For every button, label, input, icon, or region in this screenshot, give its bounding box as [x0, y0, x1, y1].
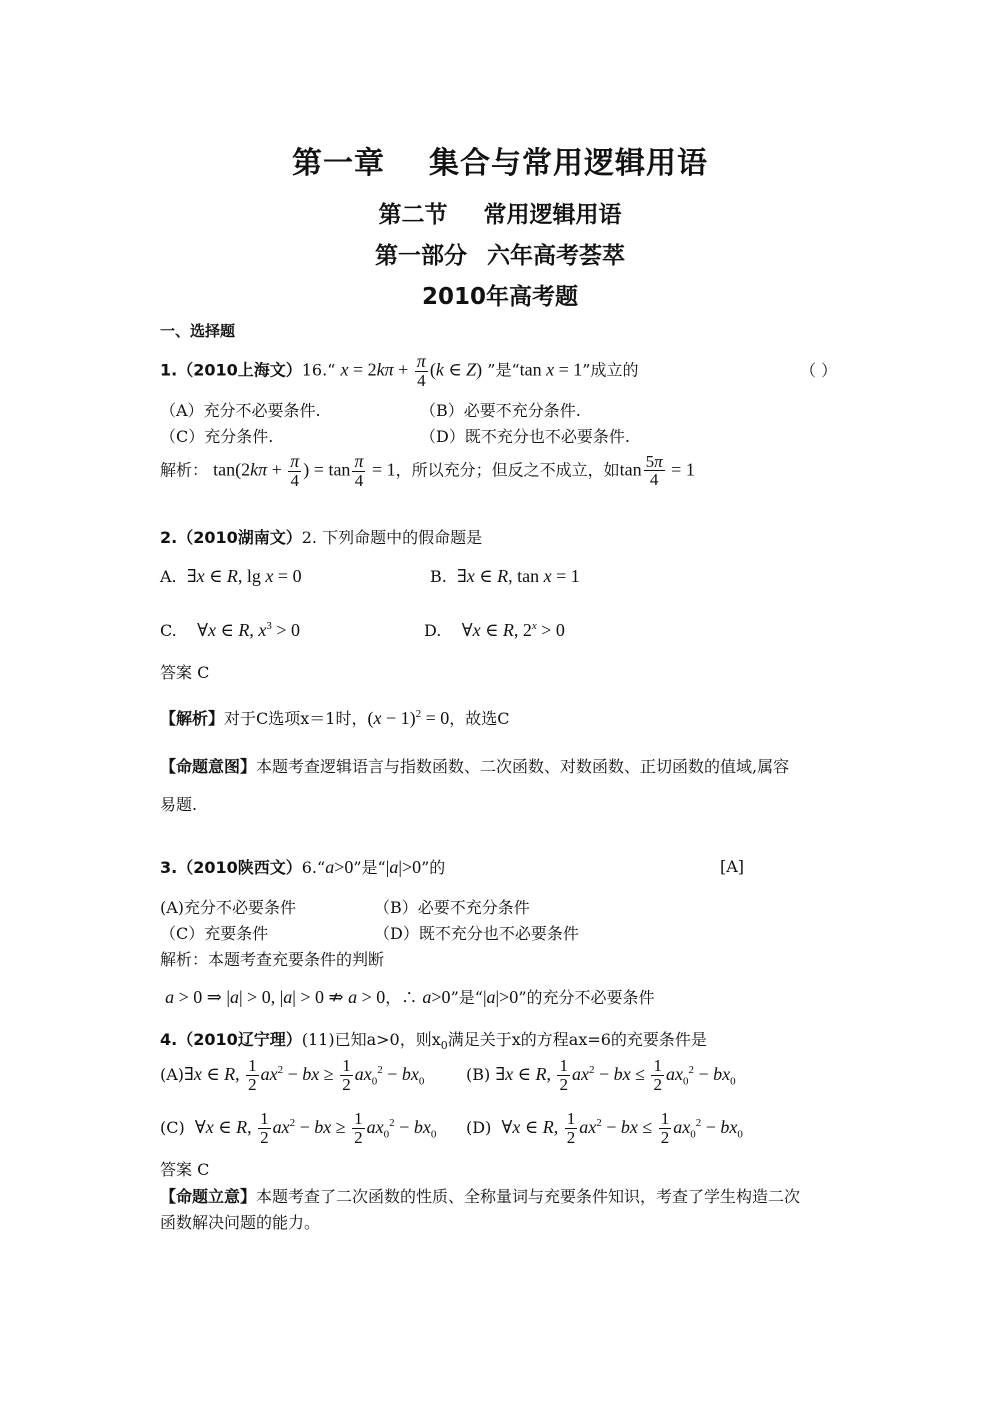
q1-analysis-eq2: = 1 — [666, 459, 695, 480]
part-name: 六年高考荟萃 — [487, 243, 625, 269]
q4-option-c-frac1: $\frac{1}{2}$ — [260, 1109, 269, 1147]
q1-option-c: （C）充分条件. — [160, 427, 274, 446]
q4-source: 4.（2010辽宁理） — [160, 1030, 302, 1049]
q2-source: 2.（2010湖南文） — [160, 528, 302, 547]
q1-analysis — [160, 452, 695, 490]
q2-option-a — [160, 566, 302, 587]
q2-answer: 答案 C — [160, 663, 210, 682]
q2-stem — [160, 525, 482, 548]
q2-analysis-label: 【解析】 — [160, 709, 225, 728]
section-label: 一、选择题 — [160, 322, 236, 340]
q4-option-d-frac2: $\frac{1}{2}$ — [660, 1109, 670, 1147]
q4-option-b-expr2: $ax_0^2 - bx_0$ — [665, 1063, 736, 1088]
q4-option-d-frac1: $\frac{1}{2}$ — [566, 1109, 576, 1147]
q1-condition: tan x = 1 — [519, 359, 583, 380]
q2-option-d-formula: ∀x ∈ R, $2^x > 0$ — [461, 620, 565, 640]
year-title: 2010年高考题 — [421, 284, 578, 310]
q4-option-c-formula: ∀x ∈ R, — [194, 1116, 257, 1137]
chapter-title — [0, 138, 1000, 182]
section-title — [0, 196, 1000, 229]
q2-analysis-formula: $(x - 1)^2 = 0$ — [367, 708, 450, 728]
q4-option-c-label: (C) — [160, 1117, 185, 1137]
q2-option-b-formula: ∃x ∈ R, tan x = 1 — [457, 566, 580, 586]
q4-option-b-expr: $ax^2$ − bx ≤ — [571, 1063, 650, 1084]
q3-line-b: ”是“ — [450, 988, 483, 1007]
q4-stem-b: 满足关于x的方程ax=6的充要条件是 — [447, 1030, 707, 1049]
q1-stem-b: ”是“ — [487, 360, 520, 380]
q1-analysis-text: ，所以充分；但反之不成立，如 — [395, 460, 620, 480]
q3-option-d: （D）既不充分也不必要条件 — [374, 924, 579, 943]
q4-option-b-frac2: $\frac{1}{2}$ — [653, 1056, 662, 1094]
q4-option-a-label: (A) — [160, 1064, 185, 1084]
q1-formula-set: (k ∈ Z) — [429, 359, 483, 380]
q2-analysis-text-b: ，故选C — [449, 709, 510, 728]
part-number: 第一部分 — [375, 243, 467, 269]
section-number: 第二节 — [378, 202, 448, 228]
q4-intent-text-a: 本题考查了二次函数的性质、全称量词与充要条件知识，考查了学生构造二次 — [256, 1187, 801, 1206]
q3-stem-b: ”是“ — [353, 858, 386, 877]
q4-option-d-label: (D) — [466, 1117, 492, 1137]
q2-option-d — [424, 620, 565, 641]
q4-option-d — [466, 1110, 743, 1147]
q3-implication: a > 0 ⇒ |a| > 0, |a| > 0 ⇏ a > 0 — [165, 987, 386, 1007]
part-title — [0, 237, 1000, 270]
q1-formula: x — [340, 359, 349, 380]
q1-analysis-frac1: $\frac{\pi}{4}$ — [290, 451, 300, 490]
q2-intent-text-a: 本题考查逻辑语言与指数函数、二次函数、对数函数、正切函数的值域,属容 — [256, 757, 790, 776]
q1-option-a: （A）充分不必要条件. — [160, 401, 321, 420]
q3-option-b: （B）必要不充分条件 — [374, 898, 530, 917]
q4-option-b-label: (B) — [466, 1064, 491, 1084]
q3-analysis-line — [160, 985, 655, 1008]
q1-analysis-tan1: tan(2kπ + — [213, 459, 287, 480]
q4-stem-sub: 0 — [440, 1039, 448, 1053]
q2-option-a-formula: ∃x ∈ R, lg x = 0 — [186, 566, 302, 586]
q3-line-c: ”的充分不必要条件 — [518, 988, 655, 1007]
q2-analysis-text-a: 对于C选项x＝1时， — [224, 709, 368, 728]
q3-cond-2: |a|>0 — [385, 857, 422, 877]
q1-analysis-tan3: tan — [619, 459, 642, 480]
q4-option-d-expr2: $ax_0^2 - bx_0$ — [673, 1116, 743, 1141]
q3-analysis: 解析：本题考查充要条件的判断 — [160, 950, 385, 969]
q4-intent-cont: 函数解决问题的能力。 — [160, 1213, 321, 1232]
q1-stem-a: 16.“ — [301, 360, 336, 380]
q3-cond-1: a>0 — [325, 857, 354, 877]
q2-stem-text: 2. 下列命题中的假命题是 — [301, 528, 483, 547]
q3-line-cond-2: |a|>0 — [482, 987, 519, 1007]
q2-analysis — [160, 706, 510, 729]
q4-option-a — [160, 1057, 424, 1094]
q1-formula-kpi: kπ — [376, 359, 394, 380]
q1-fraction: $\frac{\pi}{4}$ — [416, 351, 426, 390]
q2-intent-label: 【命题意图】 — [160, 757, 257, 776]
q4-option-c-frac2: $\frac{1}{2}$ — [354, 1109, 363, 1147]
q2-option-c — [160, 620, 300, 641]
section-name: 常用逻辑用语 — [483, 202, 622, 228]
q2-option-c-label: C. — [160, 621, 177, 640]
q1-source: 1.（2010上海文） — [160, 360, 302, 380]
q2-option-b — [430, 566, 580, 587]
q2-intent-cont: 易题. — [160, 795, 198, 814]
q3-answer-bracket: [A] — [720, 857, 745, 876]
q4-option-c-expr: $ax^2$ − bx ≥ — [272, 1116, 351, 1137]
q4-option-a-expr2: $ax_0^2 - bx_0$ — [354, 1063, 425, 1088]
q2-option-c-formula: ∀x ∈ R, $x^3 > 0$ — [197, 620, 300, 640]
q1-analysis-tan2: ) = tan — [303, 459, 351, 480]
q4-answer: 答案 C — [160, 1160, 210, 1179]
q3-source: 3.（2010陕西文） — [160, 858, 302, 877]
q1-analysis-label: 解析： — [160, 460, 209, 480]
q3-option-a: (A)充分不必要条件 — [160, 898, 297, 917]
q4-option-d-formula: ∀x ∈ R, — [501, 1116, 563, 1137]
q4-option-b-formula: ∃x ∈ R, — [495, 1063, 556, 1084]
q3-line-cond-1: a>0 — [422, 987, 451, 1007]
q4-option-a-expr: $ax^2$ − bx ≥ — [260, 1063, 339, 1084]
q3-option-c: （C）充要条件 — [160, 924, 269, 943]
q4-option-a-formula: ∃x ∈ R, — [184, 1063, 245, 1084]
q1-formula-eq: = 2 — [348, 359, 377, 380]
q4-option-b-frac1: $\frac{1}{2}$ — [559, 1056, 568, 1094]
q3-stem-a: 6.“ — [301, 858, 326, 877]
q4-option-c-expr2: $ax_0^2 - bx_0$ — [366, 1116, 437, 1141]
q4-intent — [160, 1184, 800, 1207]
q1-option-b: （B）必要不充分条件. — [420, 401, 581, 420]
q4-option-c — [160, 1110, 436, 1147]
q4-stem-a: (11)已知a>0，则x — [301, 1030, 441, 1049]
q4-option-b — [466, 1057, 736, 1094]
chapter-name: 集合与常用逻辑用语 — [429, 146, 708, 181]
q1-analysis-frac3: $\frac{5\pi}{4}$ — [645, 451, 663, 490]
q1-option-d: （D）既不充分也不必要条件. — [420, 427, 630, 446]
q1-stem — [160, 352, 638, 390]
q4-stem — [160, 1027, 707, 1052]
q1-formula-plus: + — [393, 359, 413, 380]
q4-option-a-frac1: $\frac{1}{2}$ — [248, 1056, 257, 1094]
q1-stem-c: ”成立的 — [582, 360, 639, 380]
q3-stem — [160, 855, 445, 878]
chapter-number: 第一章 — [292, 146, 385, 181]
q1-analysis-frac2: $\frac{\pi}{4}$ — [354, 451, 364, 490]
q4-intent-label: 【命题立意】 — [160, 1187, 257, 1206]
q1-answer-paren: （ ） — [800, 361, 838, 380]
q3-line-a: ，∴ — [385, 988, 418, 1007]
q2-option-d-label: D. — [424, 621, 442, 640]
q2-option-b-label: B. — [430, 567, 447, 586]
q4-option-d-expr: $ax^2$ − bx ≤ — [579, 1116, 657, 1137]
q2-option-a-label: A. — [160, 567, 177, 586]
q3-stem-c: ”的 — [421, 858, 446, 877]
q1-analysis-eq1: = 1 — [367, 459, 396, 480]
q2-intent — [160, 754, 789, 777]
q4-option-a-frac2: $\frac{1}{2}$ — [342, 1056, 351, 1094]
